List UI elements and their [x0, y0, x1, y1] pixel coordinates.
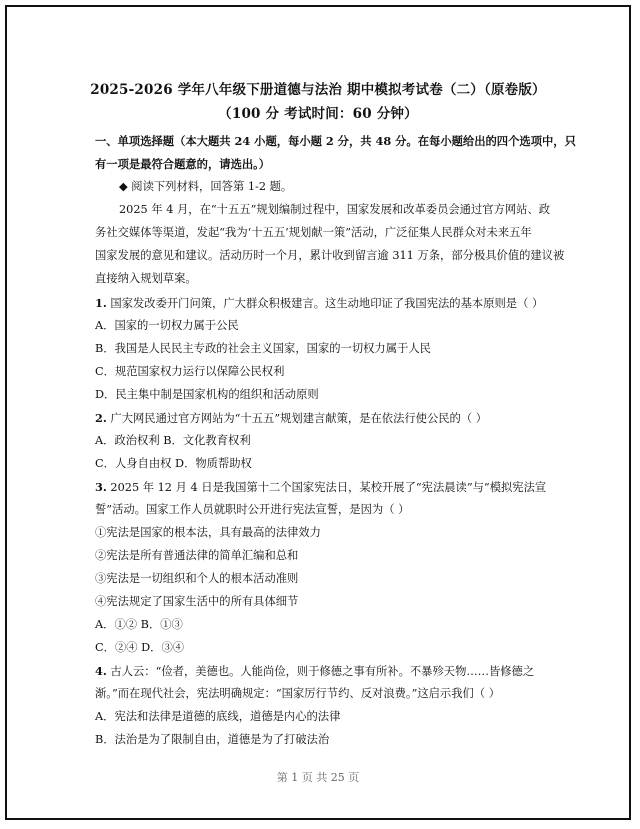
question-number: 1.	[95, 296, 107, 310]
exam-page	[5, 5, 631, 820]
question-text: 国家发改委开门问策，广大群众积极建言。这生动地印证了我国宪法的基本原则是（ ）	[110, 297, 544, 310]
question-1-option-c: C．规范国家权力运行以保障公民权利	[95, 365, 285, 378]
question-3-statement-3: ③宪法是一切组织和个人的根本活动准则	[95, 572, 299, 585]
question-number: 4.	[95, 664, 107, 678]
material-line2: 务社交媒体等渠道，发起“我为‘十五五’规划献一策”活动，广泛征集人民群众对未来五年	[95, 226, 532, 239]
section-heading-line2: 有一项是最符合题意的，请选出。）	[95, 157, 271, 171]
question-4-stem-line2: 渐。”而在现代社会，宪法明确规定：“国家厉行节约、反对浪费。”这启示我们（ ）	[95, 687, 501, 700]
page-number: 第 1 页 共 25 页	[276, 771, 360, 784]
question-text: 广大网民通过官方网站为“十五五”规划建言献策，是在依法行使公民的（ ）	[110, 412, 488, 425]
question-2-stem	[95, 410, 549, 427]
question-4-option-a: A．宪法和法律是道德的底线，道德是内心的法律	[95, 710, 341, 723]
question-3-stem-line2: 誓”活动。国家工作人员就职时公开进行宪法宣誓，是因为（ ）	[95, 503, 410, 516]
question-text: 2025 年 12 月 4 日是我国第十二个国家宪法日，某校开展了“宪法晨读”与“模拟宪法宣	[110, 481, 547, 494]
material-line1: 2025 年 4 月，在“十五五”规划编制过程中，国家发展和改革委员会通过官方网站、政	[119, 203, 551, 216]
question-3-options-cd: C．②④ D．③④	[95, 641, 185, 654]
question-2-options-ab: A．政治权利 B．文化教育权利	[95, 434, 251, 447]
section-heading-line1: 一、单项选择题（本大题共 24 小题，每小题 2 分，共 48 分。在每小题给出的四个选项中，只	[95, 134, 576, 148]
material-line3: 国家发展的意见和建议。活动历时一个月，累计收到留言逾 311 万条，部分极具价值的建议被	[95, 249, 565, 262]
question-3-stem-line1	[95, 479, 549, 496]
question-1-stem	[95, 295, 549, 312]
question-number: 3.	[95, 480, 107, 494]
question-text: 古人云：“俭者，美德也。人能尚俭，则于修德之事有所补。不暴殄天物……皆修德之	[110, 665, 535, 678]
question-4-stem-line1	[95, 663, 549, 680]
material-line4: 直接纳入规划草案。	[95, 272, 197, 285]
question-3-options-ab: A．①② B．①③	[95, 618, 183, 631]
question-2-options-cd: C．人身自由权 D．物质帮助权	[95, 457, 252, 470]
exam-subtitle: （100 分 考试时间：60 分钟）	[218, 106, 418, 122]
question-3-statement-4: ④宪法规定了国家生活中的所有具体细节	[95, 595, 299, 608]
question-1-option-d: D．民主集中制是国家机构的组织和活动原则	[95, 388, 319, 401]
question-1-option-a: A．国家的一切权力属于公民	[95, 319, 239, 332]
material-intro: ◆ 阅读下列材料，回答第 1-2 题。	[119, 180, 293, 193]
question-3-statement-2: ②宪法是所有普通法律的简单汇编和总和	[95, 549, 299, 562]
question-3-statement-1: ①宪法是国家的根本法，具有最高的法律效力	[95, 526, 321, 539]
exam-title: 2025-2026 学年八年级下册道德与法治 期中模拟考试卷（二）（原卷版）	[90, 82, 546, 98]
question-number: 2.	[95, 411, 107, 425]
question-4-option-b: B．法治是为了限制自由，道德是为了打破法治	[95, 733, 330, 746]
question-1-option-b: B．我国是人民民主专政的社会主义国家，国家的一切权力属于人民	[95, 342, 431, 355]
